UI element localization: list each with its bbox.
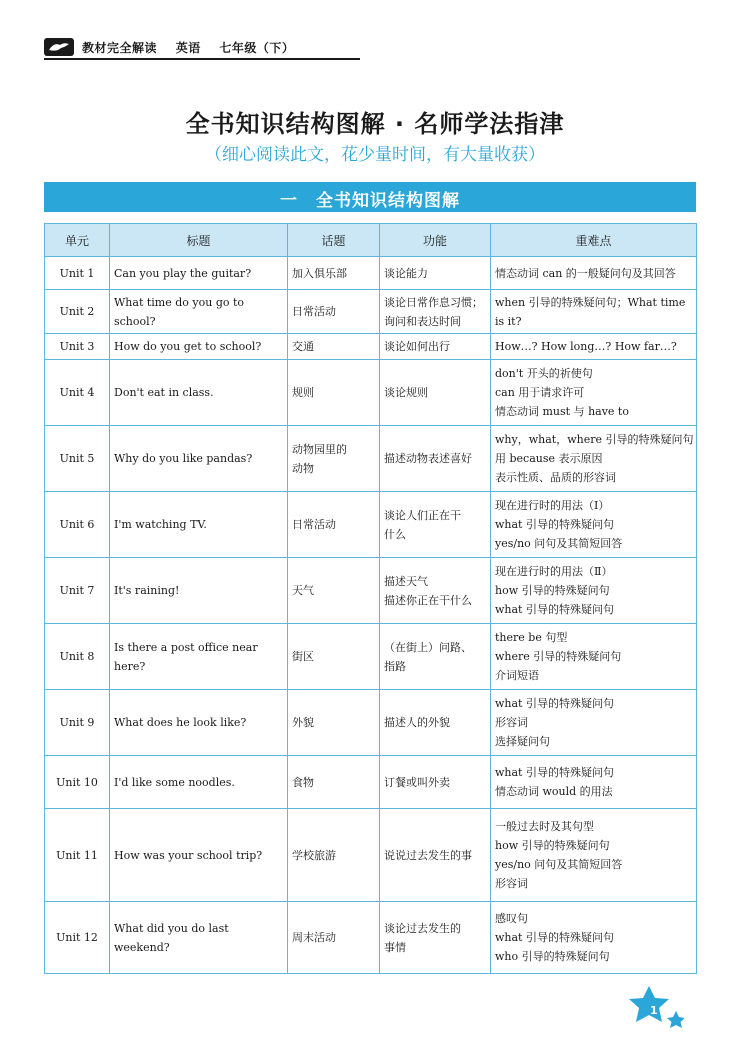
- key-points-line: what 引导的特殊疑问句: [495, 518, 614, 531]
- topic-line: 加入俱乐部: [292, 266, 347, 280]
- function-cell: [380, 756, 491, 809]
- topic-line: 天气: [292, 584, 314, 597]
- page-subtitle: （细心阅读此文，花少量时间，有大量收获）: [205, 145, 545, 165]
- table-row: [45, 756, 697, 809]
- title-cell: Don't eat in class.: [110, 360, 288, 426]
- function-line: 谈论过去发生的: [384, 921, 461, 935]
- section-title: 一 全书知识结构图解: [280, 191, 460, 211]
- key-points-line: why，what，where 引导的特殊疑问句: [495, 433, 694, 446]
- table-row: [45, 290, 697, 334]
- function-line: 谈论规则: [384, 386, 428, 399]
- knowledge-structure-table: [44, 223, 697, 974]
- key-points-line: 介词短语: [495, 669, 539, 682]
- topic-line: 学校旅游: [292, 848, 336, 862]
- topic-cell: [288, 809, 380, 902]
- key-points-line: don't 开头的祈使句: [495, 367, 593, 380]
- table-row: [45, 334, 697, 360]
- table-body: [45, 257, 697, 974]
- topic-line: 日常活动: [292, 518, 336, 531]
- key-points-cell: [491, 334, 697, 360]
- key-points-cell: [491, 257, 697, 290]
- table-header-row: [45, 224, 697, 257]
- key-points-line: when 引导的特殊疑问句；What time: [495, 295, 686, 309]
- topic-line: 街区: [292, 650, 314, 663]
- key-points-line: 一般过去时及其句型: [495, 820, 594, 833]
- topic-cell: [288, 690, 380, 756]
- function-line: 谈论如何出行: [384, 340, 450, 353]
- function-line: 说说过去发生的事: [384, 848, 472, 862]
- key-points-line: can 用于请求许可: [495, 386, 585, 399]
- topic-cell: [288, 558, 380, 624]
- key-points-line: 情态动词 must 与 have to: [495, 405, 629, 418]
- topic-cell: [288, 624, 380, 690]
- key-points-line: what 引导的特殊疑问句: [495, 697, 614, 710]
- topic-line: 日常活动: [292, 305, 336, 318]
- key-points-cell: [491, 902, 697, 974]
- key-points-cell: [491, 756, 697, 809]
- unit-cell: Unit 12: [45, 902, 110, 974]
- key-points-line: 感叹句: [495, 912, 528, 925]
- key-points-line: how 引导的特殊疑问句: [495, 584, 610, 597]
- key-points-line: is it?: [495, 314, 522, 328]
- title-cell: What does he look like?: [110, 690, 288, 756]
- function-cell: [380, 426, 491, 492]
- page-title: 全书知识结构图解 · 名师学法指津: [185, 110, 565, 138]
- table-row: [45, 426, 697, 492]
- unit-cell: Unit 5: [45, 426, 110, 492]
- key-points-line: 选择疑问句: [495, 735, 550, 748]
- title-cell: I'm watching TV.: [110, 492, 288, 558]
- function-line: 描述你正在干什么: [384, 593, 472, 607]
- topic-cell: [288, 360, 380, 426]
- key-points-line: 表示性质、品质的形容词: [495, 471, 616, 484]
- key-points-cell: [491, 624, 697, 690]
- key-points-line: 现在进行时的用法（Ⅱ）: [495, 565, 613, 578]
- key-points-line: How…? How long…? How far…?: [495, 340, 677, 353]
- eagle-icon: [48, 41, 70, 53]
- column-header-unit: 单元: [45, 224, 110, 257]
- key-points-line: what 引导的特殊疑问句: [495, 603, 614, 616]
- topic-line: 食物: [292, 775, 314, 789]
- function-cell: [380, 360, 491, 426]
- topic-line: 外貌: [292, 716, 314, 729]
- unit-cell: Unit 8: [45, 624, 110, 690]
- function-line: 谈论人们正在干: [384, 508, 461, 522]
- topic-cell: [288, 290, 380, 334]
- table-row: [45, 624, 697, 690]
- page-number: 1: [650, 1004, 658, 1017]
- topic-cell: [288, 257, 380, 290]
- topic-line: 动物: [292, 461, 314, 475]
- key-points-cell: [491, 690, 697, 756]
- unit-cell: Unit 7: [45, 558, 110, 624]
- title-cell: It's raining!: [110, 558, 288, 624]
- key-points-cell: [491, 360, 697, 426]
- column-header-key-points: 重难点: [491, 224, 697, 257]
- title-cell: How do you get to school?: [110, 334, 288, 360]
- function-line: 描述人的外貌: [384, 716, 450, 729]
- topic-line: 规则: [292, 386, 314, 399]
- key-points-line: 现在进行时的用法（Ⅰ）: [495, 499, 610, 512]
- table-row: [45, 558, 697, 624]
- title-cell: How was your school trip?: [110, 809, 288, 902]
- column-header-function: 功能: [380, 224, 491, 257]
- unit-cell: Unit 9: [45, 690, 110, 756]
- function-line: 指路: [384, 659, 406, 673]
- table-row: [45, 809, 697, 902]
- key-points-line: what 引导的特殊疑问句: [495, 931, 614, 944]
- topic-line: 动物园里的: [292, 442, 347, 456]
- title-cell: Is there a post office near here?: [110, 624, 288, 690]
- function-cell: [380, 558, 491, 624]
- key-points-cell: [491, 558, 697, 624]
- table-row: [45, 690, 697, 756]
- function-line: 描述动物表述喜好: [384, 452, 472, 465]
- function-cell: [380, 809, 491, 902]
- key-points-cell: [491, 290, 697, 334]
- key-points-line: what 引导的特殊疑问句: [495, 766, 614, 779]
- key-points-line: how 引导的特殊疑问句: [495, 839, 610, 852]
- key-points-line: yes/no 问句及其简短回答: [495, 537, 623, 550]
- function-cell: [380, 334, 491, 360]
- function-cell: [380, 492, 491, 558]
- topic-cell: [288, 756, 380, 809]
- function-line: （在街上）问路、: [384, 640, 472, 654]
- column-header-topic: 话题: [288, 224, 380, 257]
- subject-name: 英语: [175, 41, 201, 55]
- function-line: 询问和表达时间: [384, 314, 461, 328]
- key-points-line: yes/no 问句及其简短回答: [495, 858, 623, 871]
- column-header-title: 标题: [110, 224, 288, 257]
- publisher-logo: [44, 38, 74, 56]
- table-row: [45, 492, 697, 558]
- unit-cell: Unit 10: [45, 756, 110, 809]
- grade-name: 七年级（下）: [219, 41, 295, 55]
- function-line: 描述天气: [384, 574, 428, 588]
- unit-cell: Unit 11: [45, 809, 110, 902]
- topic-line: 周末活动: [292, 931, 336, 944]
- title-cell: I'd like some noodles.: [110, 756, 288, 809]
- header-text: [82, 39, 308, 56]
- function-cell: [380, 902, 491, 974]
- key-points-line: 形容词: [495, 877, 528, 890]
- table-row: [45, 360, 697, 426]
- topic-cell: [288, 902, 380, 974]
- unit-cell: Unit 2: [45, 290, 110, 334]
- function-line: 谈论日常作息习惯；: [384, 295, 483, 309]
- topic-line: 交通: [292, 340, 314, 353]
- header-rule: [44, 58, 360, 60]
- key-points-line: where 引导的特殊疑问句: [495, 650, 622, 663]
- function-line: 什么: [384, 527, 406, 541]
- title-cell: What did you do last weekend?: [110, 902, 288, 974]
- unit-cell: Unit 4: [45, 360, 110, 426]
- key-points-line: who 引导的特殊疑问句: [495, 950, 610, 963]
- unit-cell: Unit 6: [45, 492, 110, 558]
- running-header: [44, 38, 360, 58]
- unit-cell: Unit 3: [45, 334, 110, 360]
- key-points-cell: [491, 809, 697, 902]
- key-points-line: 情态动词 would 的用法: [495, 785, 613, 798]
- function-cell: [380, 257, 491, 290]
- table-row: [45, 257, 697, 290]
- topic-cell: [288, 426, 380, 492]
- function-line: 谈论能力: [384, 266, 428, 280]
- title-cell: What time do you go to school?: [110, 290, 288, 334]
- function-cell: [380, 690, 491, 756]
- title-cell: Can you play the guitar?: [110, 257, 288, 290]
- section-banner: [44, 182, 696, 212]
- key-points-line: 形容词: [495, 716, 528, 729]
- function-cell: [380, 624, 491, 690]
- topic-cell: [288, 492, 380, 558]
- title-cell: Why do you like pandas?: [110, 426, 288, 492]
- key-points-line: 情态动词 can 的一般疑问句及其回答: [495, 266, 676, 280]
- key-points-cell: [491, 492, 697, 558]
- book-name: 教材完全解读: [82, 41, 158, 55]
- key-points-cell: [491, 426, 697, 492]
- key-points-line: there be 句型: [495, 631, 568, 644]
- function-line: 事情: [384, 940, 406, 954]
- function-cell: [380, 290, 491, 334]
- key-points-line: 用 because 表示原因: [495, 452, 603, 465]
- topic-cell: [288, 334, 380, 360]
- function-line: 订餐或叫外卖: [384, 775, 450, 789]
- table-row: [45, 902, 697, 974]
- unit-cell: Unit 1: [45, 257, 110, 290]
